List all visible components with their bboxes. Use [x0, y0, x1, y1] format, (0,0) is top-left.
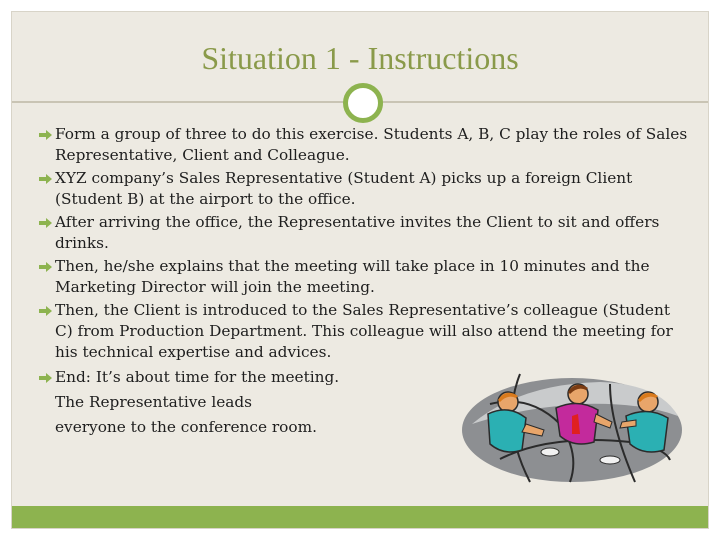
- meeting-clipart-icon: [460, 364, 684, 484]
- bullet-text: Then, the Client is introduced to the Sales Representative’s colleague (Student C) from Production Department. This colleague will also attend the meeting for his technical expertise and advices.: [55, 301, 673, 361]
- continuation-line: everyone to the conference room.: [55, 418, 317, 436]
- bullet-icon: [39, 218, 52, 228]
- list-item: [38, 124, 688, 166]
- bullet-text: After arriving the office, the Representative invites the Client to sit and offers drinks.: [55, 213, 660, 252]
- list-item: [38, 212, 688, 254]
- bullet-text: Then, he/she explains that the meeting will take place in 10 minutes and the Marketing Director will join the meeting.: [55, 257, 650, 296]
- decorative-circle-icon: [343, 83, 383, 123]
- continuation-line: The Representative leads: [55, 393, 253, 411]
- list-item: [38, 300, 688, 363]
- list-item: [38, 168, 688, 210]
- slide: [11, 11, 709, 529]
- bullet-text: XYZ company’s Sales Representative (Student A) picks up a foreign Client (Student B) at the airport to the office.: [55, 169, 633, 208]
- list-item: [38, 256, 688, 298]
- bullet-text: Form a group of three to do this exercise. Students A, B, C play the roles of Sales Representative, Client and Colleague.: [55, 125, 688, 164]
- bullet-icon: [39, 174, 52, 184]
- footer-bar: [12, 506, 708, 528]
- bullet-icon: [39, 373, 52, 383]
- slide-title: Situation 1 - Instructions: [201, 40, 519, 76]
- bullet-icon: [39, 306, 52, 316]
- bullet-icon: [39, 130, 52, 140]
- bullet-icon: [39, 262, 52, 272]
- bullet-text: End: It’s about time for the meeting.: [55, 368, 340, 386]
